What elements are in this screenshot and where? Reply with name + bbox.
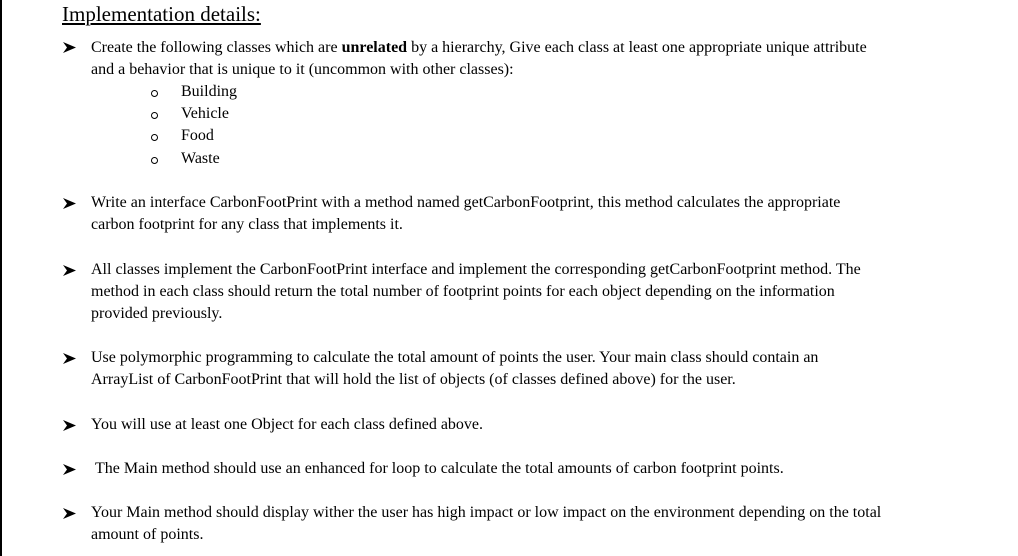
arrow-bullet-icon [63, 420, 76, 431]
arrow-bullet-icon [63, 464, 76, 475]
bullet-item-line: amount of points. [91, 526, 204, 543]
bullet-item-line: You will use at least one Object for each class defined above. [91, 416, 484, 433]
bullet-item-line: All classes implement the CarbonFootPrint interface and implement the corresponding getCarbonFootprint method. The [91, 261, 861, 278]
bullet-item-line: ArrayList of CarbonFootPrint that will hold the list of objects (of classes defined above) for the user. [91, 371, 736, 388]
circle-bullet-icon [151, 134, 158, 141]
circle-bullet-icon [151, 157, 158, 164]
bullet-item-line: provided previously. [91, 305, 223, 322]
arrow-bullet-icon [63, 508, 76, 519]
bullet-item-interface [91, 192, 991, 236]
bullet-item-impact [91, 502, 991, 546]
circle-bullet-icon [151, 112, 158, 119]
page-left-border [0, 0, 2, 556]
sub-item-vehicle: Vehicle [181, 105, 229, 122]
arrow-bullet-icon [63, 265, 76, 276]
bullet-item-polymorphic [91, 347, 991, 391]
bullet-item-line: Write an interface CarbonFootPrint with a method named getCarbonFootprint, this method calculates the appropriate [91, 194, 841, 211]
bullet-item-line: and a behavior that is unique to it (uncommon with other classes): [91, 61, 514, 78]
bullet-item-objects [91, 414, 991, 436]
section-heading: Implementation details: [62, 2, 261, 26]
sub-item-food: Food [181, 127, 214, 144]
bullet-item-line: method in each class should return the total number of footprint points for each object depending on the information [91, 283, 835, 300]
arrow-bullet-icon [63, 353, 76, 364]
bullet-item-line: Your Main method should display wither the user has high impact or low impact on the environment depending on the total [91, 504, 882, 521]
sub-item-building: Building [181, 83, 238, 100]
arrow-bullet-icon [63, 42, 76, 53]
bullet-item-implement [91, 259, 991, 325]
bullet-item-enhanced-loop [95, 458, 995, 480]
emphasis-unrelated: unrelated [341, 39, 408, 56]
circle-bullet-icon [151, 90, 158, 97]
bullet-item-line: The Main method should use an enhanced for loop to calculate the total amounts of carbon footprint points. [95, 460, 784, 477]
bullet-item-line: Create the following classes which are unrelated by a hierarchy, Give each class at least one appropriate unique attribute [91, 39, 867, 56]
arrow-bullet-icon [63, 198, 76, 209]
bullet-item-line: carbon footprint for any class that implements it. [91, 216, 403, 233]
sub-item-waste: Waste [181, 150, 220, 167]
bullet-item-classes [91, 37, 991, 81]
bullet-item-line: Use polymorphic programming to calculate the total amount of points the user. Your main class should contain an [91, 349, 819, 366]
